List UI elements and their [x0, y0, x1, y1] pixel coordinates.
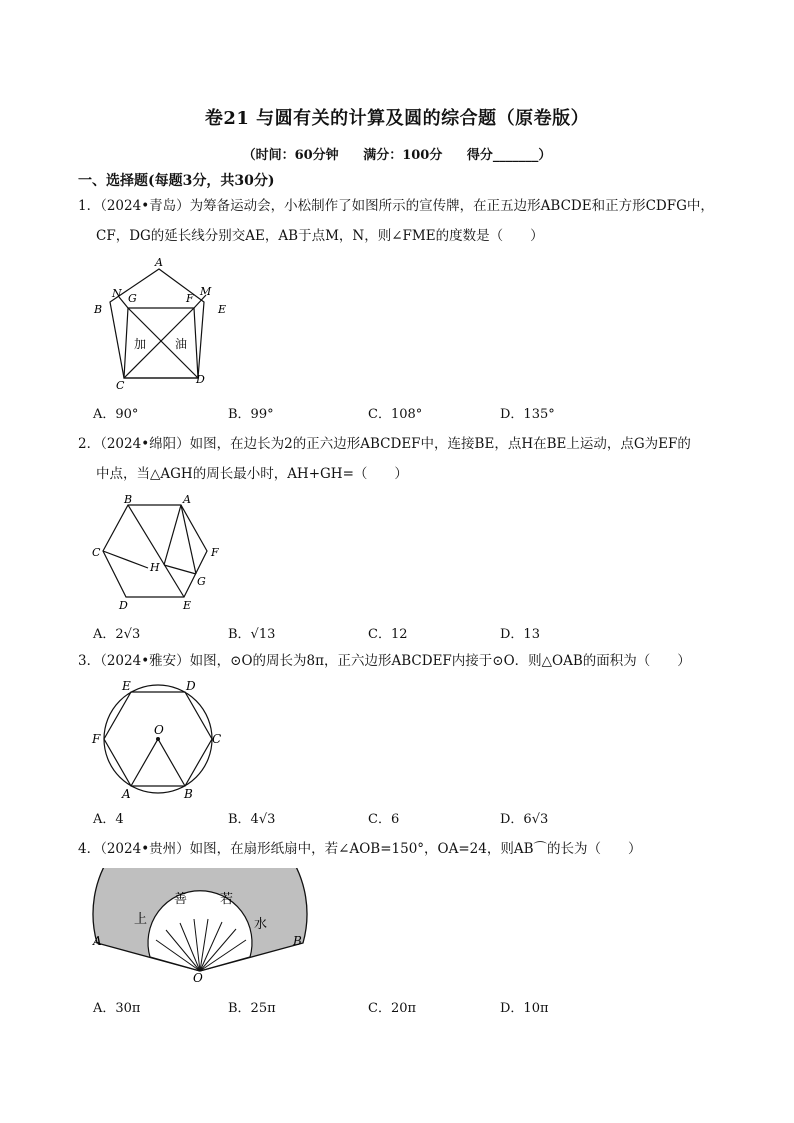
- exam-info: [0, 144, 794, 163]
- q2-option-c[interactable]: C．12: [368, 627, 408, 642]
- q2-label-d: D: [119, 599, 128, 611]
- q2-label-c: C: [92, 546, 101, 559]
- q1-label-c: C: [116, 379, 125, 390]
- section-heading: 一、选择题(每题3分，共30分): [78, 173, 275, 189]
- q2-option-a[interactable]: A．2√3: [93, 627, 141, 642]
- q1-label-f: F: [186, 292, 194, 305]
- q1-option-d[interactable]: D．135°: [500, 407, 555, 422]
- q3-label-a: A: [122, 787, 131, 801]
- q4-figure-fan: [92, 868, 317, 988]
- q2-line1: 2．（2024•绵阳）如图，在边长为2的正六边形ABCDEF中，连接BE，点H在BE上运动，点G为EF的: [78, 436, 691, 452]
- q1-label-e: E: [218, 303, 227, 316]
- q1-label-b: B: [94, 303, 103, 316]
- q3-option-a[interactable]: A．4: [93, 812, 124, 827]
- page-title: 卷21 与圆有关的计算及圆的综合题（原卷版）: [204, 108, 590, 129]
- q1-label-a: A: [155, 256, 163, 269]
- q2-line2: 中点，当△AGH的周长最小时，AH+GH=（ ）: [96, 466, 408, 482]
- q1-line2: CF，DG的延长线分别交AE，AB于点M，N，则∠FME的度数是（ ）: [96, 228, 544, 244]
- q4-fan-text-3: 若: [220, 892, 234, 907]
- q2-figure-hexagon: [88, 493, 228, 611]
- q3-label-c: C: [212, 732, 222, 746]
- q2-label-g: G: [197, 575, 206, 588]
- q1-label-d: D: [196, 373, 205, 386]
- q1-label-g: G: [128, 292, 137, 305]
- q3-option-b[interactable]: B．4√3: [228, 812, 276, 827]
- q3-label-f: F: [92, 732, 101, 746]
- q1-figure-text-2: 油: [175, 337, 188, 351]
- time-info: （时间：60分钟: [242, 148, 339, 163]
- q4-options: [0, 997, 794, 1017]
- q4-label-o: O: [193, 971, 203, 985]
- q4-option-d[interactable]: D．10π: [500, 1001, 549, 1016]
- score-info: 满分：100分: [363, 148, 443, 163]
- q3-label-e: E: [122, 679, 131, 693]
- q1-label-n: N: [112, 287, 122, 300]
- q3-figure-circle-hexagon: [88, 677, 228, 802]
- q4-option-b[interactable]: B．25π: [228, 1001, 276, 1016]
- q2-label-a: A: [183, 493, 191, 506]
- q2-options: [0, 623, 794, 643]
- q2-label-h: H: [150, 561, 160, 574]
- q3-label-o: O: [154, 723, 164, 737]
- q2-label-e: E: [183, 599, 192, 611]
- q3-option-d[interactable]: D．6√3: [500, 812, 549, 827]
- q4-fan-text-2: 善: [174, 892, 188, 907]
- q4-fan-text-1: 上: [134, 912, 148, 927]
- q1-line1: 1．（2024•青岛）为筹备运动会，小松制作了如图所示的宣传牌，在正五边形ABCDE和正方形CDFG中，: [78, 198, 714, 214]
- q2-label-f: F: [211, 546, 219, 559]
- q2-option-b[interactable]: B．√13: [228, 627, 276, 642]
- q4-option-a[interactable]: A．30π: [93, 1001, 141, 1016]
- q1-figure-pentagon-square: [88, 255, 238, 390]
- obtained-score: 得分_______）: [466, 148, 552, 163]
- q2-label-b: B: [124, 493, 133, 506]
- q3-center-point: [156, 737, 160, 741]
- q4-fan-text-4: 水: [254, 917, 268, 932]
- q1-option-b[interactable]: B．99°: [228, 407, 274, 422]
- q4-label-a: A: [93, 934, 102, 948]
- q4-line1: 4．（2024•贵州）如图，在扇形纸扇中，若∠AOB=150°，OA=24，则AB⌒的长为（ ）: [78, 841, 642, 857]
- q4-label-b: B: [293, 934, 302, 948]
- q1-option-a[interactable]: A．90°: [93, 407, 139, 422]
- q3-option-c[interactable]: C．6: [368, 812, 400, 827]
- q1-options: [0, 403, 794, 423]
- q2-option-d[interactable]: D．13: [500, 627, 540, 642]
- q3-label-b: B: [184, 787, 193, 801]
- q4-option-c[interactable]: C．20π: [368, 1001, 417, 1016]
- q1-option-c[interactable]: C．108°: [368, 407, 423, 422]
- q1-label-m: M: [200, 285, 212, 298]
- q1-figure-text-1: 加: [134, 337, 147, 351]
- q3-line1: 3．（2024•雅安）如图，⊙O的周长为8π，正六边形ABCDEF内接于⊙O．则△OAB的面积为（ ）: [78, 653, 691, 669]
- q3-options: [0, 808, 794, 828]
- q3-label-d: D: [186, 679, 196, 693]
